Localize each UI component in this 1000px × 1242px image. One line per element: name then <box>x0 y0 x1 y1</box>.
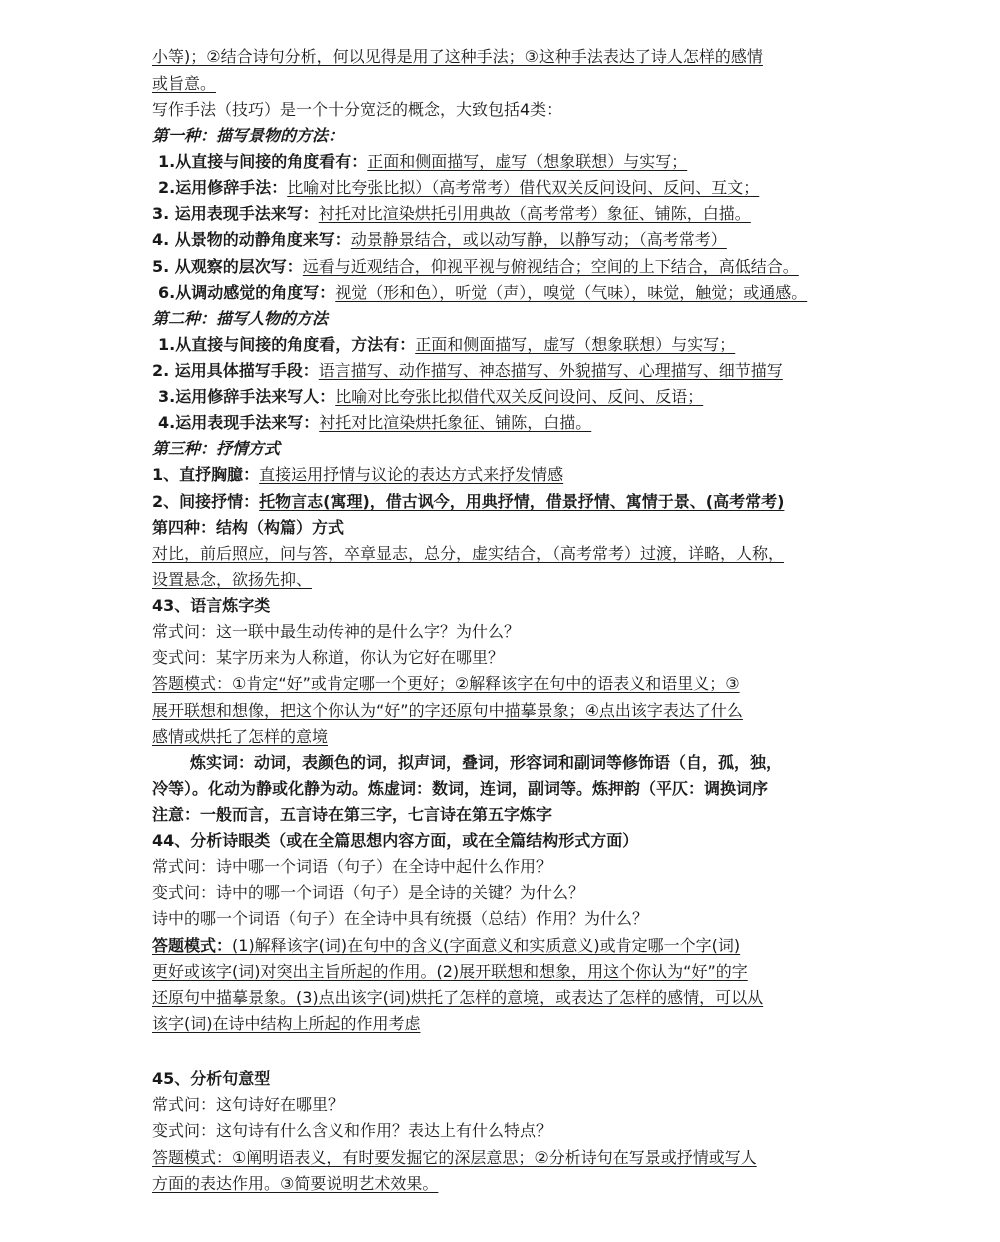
line-text: 视觉（形和色），听觉（声），嗅觉（气味），味觉，触觉；或通感。 <box>335 283 808 302</box>
text-line <box>152 1013 421 1035</box>
heading-text: 44、分析诗眼类（或在全篇思想内容方面，或在全篇结构形式方面） <box>152 831 639 850</box>
line-text: 对比，前后照应，问与答，卒章显志，总分，虚实结合，（高考常考）过渡，详略，人称， <box>152 544 785 563</box>
line-text: 小等)；②结合诗句分析，何以见得是用了这种手法；③这种手法表达了诗人怎样的感情 <box>152 47 763 66</box>
text-line <box>152 569 312 591</box>
line-text: 答题模式：①阐明语表义，有时要发掘它的深层意思；②分析诗句在写景或抒情或写人 <box>152 1148 757 1167</box>
text-line <box>158 412 591 434</box>
line-text: 常式问：这句诗好在哪里？ <box>152 1095 345 1114</box>
line-text: 冷等）。化动为静或化静为动。炼虚词：数词，连词，副词等。炼押韵（平仄：调换词序 <box>152 779 769 798</box>
text-line <box>152 1173 438 1195</box>
line-text: 比喻对比夸张比拟借代双关反问设问、反问、反语； <box>335 387 704 406</box>
line-label: 1.从直接与间接的角度看，方法有： <box>158 335 416 354</box>
line-text: 远看与近观结合，仰视平视与俯视结合；空间的上下结合，高低结合。 <box>302 257 799 276</box>
text-line <box>152 256 799 278</box>
section-heading <box>152 125 344 147</box>
section-heading <box>152 438 280 460</box>
heading-text: 第四种：结构（构篇）方式 <box>152 518 345 537</box>
section-heading <box>152 517 344 539</box>
section-heading <box>152 308 328 330</box>
section-heading <box>152 830 638 852</box>
text-line <box>152 673 740 695</box>
text-line <box>152 908 648 930</box>
text-line <box>152 1094 344 1116</box>
line-text: 动景静景结合，或以动写静，以静写动；（高考常考） <box>350 230 727 249</box>
line-text: 比喻对比夸张比拟）（高考常考）借代双关反问设问、反问、互文； <box>287 178 760 197</box>
text-line <box>152 961 748 983</box>
line-label: 1.从直接与间接的角度看有： <box>158 152 368 171</box>
section-heading <box>152 1068 270 1090</box>
text-line <box>152 778 768 800</box>
text-line <box>158 151 687 173</box>
text-line <box>152 543 784 565</box>
line-text: 衬托对比渲染烘托象征、铺陈，白描。 <box>319 413 592 432</box>
text-line <box>190 752 782 774</box>
line-text: 或旨意。 <box>152 74 217 93</box>
heading-text: 第二种：描写人物的方法 <box>152 309 329 328</box>
text-line <box>152 647 504 669</box>
text-line <box>152 360 783 382</box>
heading-text: 第一种：描写景物的方法： <box>152 126 345 145</box>
line-label: 4. 从景物的动静角度来写： <box>152 230 351 249</box>
text-line <box>152 491 784 513</box>
text-line <box>152 804 552 826</box>
text-line <box>152 856 552 878</box>
line-label: 3. 运用表现手法来写： <box>152 204 319 223</box>
line-text: 展开联想和想像，把这个你认为“好”的字还原句中描摹景象；④点出该字表达了什么 <box>152 701 743 720</box>
text-line <box>152 46 763 68</box>
line-text: 变式问：诗中的哪一个词语（句子）是全诗的关键？为什么？ <box>152 883 585 902</box>
text-line <box>152 882 584 904</box>
line-label: 5. 从观察的层次写： <box>152 257 303 276</box>
text-line <box>152 987 763 1009</box>
text-line <box>152 700 743 722</box>
line-text: 写作手法（技巧）是一个十分宽泛的概念，大致包括4类： <box>152 100 563 119</box>
line-label: 2. 运用具体描写手段： <box>152 361 319 380</box>
text-line <box>152 1120 552 1142</box>
line-text: 直接运用抒情与议论的表达方式来抒发情感 <box>259 465 564 484</box>
line-text: 该字(词)在诗中结构上所起的作用考虑 <box>152 1014 421 1033</box>
line-text: 更好或该字(词)对突出主旨所起的作用。(2)展开联想和想象，用这个你认为“好”的字 <box>152 962 748 981</box>
text-line <box>152 229 727 251</box>
line-text: 炼实词：动词，表颜色的词，拟声词，叠词，形容词和副词等修饰语（自，孤，独， <box>190 753 783 772</box>
line-text: 常式问：这一联中最生动传神的是什么字？为什么？ <box>152 622 521 641</box>
text-line <box>158 334 735 356</box>
line-text: 托物言志(寓理)，借古讽今，用典抒情，借景抒情、寓情于景、(高考常考) <box>259 492 785 511</box>
text-line <box>152 73 216 95</box>
heading-text: 45、分析句意型 <box>152 1069 271 1088</box>
line-text: 变式问：某字历来为人称道，你认为它好在哪里？ <box>152 648 505 667</box>
line-text: 正面和侧面描写，虚写（想象联想）与实写； <box>415 335 736 354</box>
text-line <box>158 282 807 304</box>
text-line <box>152 1147 757 1169</box>
line-text: 语言描写、动作描写、神态描写、外貌描写、心理描写、细节描写 <box>318 361 783 380</box>
line-text: 方面的表达作用。③简要说明艺术效果。 <box>152 1174 439 1193</box>
line-text: 变式问：这句诗有什么含义和作用？表达上有什么特点？ <box>152 1121 553 1140</box>
text-line <box>152 203 751 225</box>
text-line <box>158 386 703 408</box>
line-label: 2.运用修辞手法： <box>158 178 288 197</box>
line-label: 2、间接抒情： <box>152 492 260 511</box>
text-line <box>152 99 562 121</box>
text-line <box>152 464 563 486</box>
line-label: 4.运用表现手法来写： <box>158 413 320 432</box>
line-text: 诗中的哪一个词语（句子）在全诗中具有统摄（总结）作用？为什么？ <box>152 909 649 928</box>
text-line <box>152 726 328 748</box>
line-text: 设置悬念，欲扬先抑、 <box>152 570 313 589</box>
text-line <box>152 621 520 643</box>
section-heading <box>152 595 270 617</box>
heading-text: 第三种：抒情方式 <box>152 439 281 458</box>
text-line <box>158 177 759 199</box>
line-text: 注意：一般而言，五言诗在第三字，七言诗在第五字炼字 <box>152 805 553 824</box>
line-text: 感情或烘托了怎样的意境 <box>152 727 329 746</box>
line-text: (1)解释该字(词)在句中的含义(字面意义和实质意义)或肯定哪一个字(词) <box>232 936 741 955</box>
text-line <box>152 935 740 957</box>
line-text: 常式问：诗中哪一个词语（句子）在全诗中起什么作用？ <box>152 857 553 876</box>
line-text: 衬托对比渲染烘托引用典故（高考常考）象征、铺陈，白描。 <box>318 204 751 223</box>
line-text: 答题模式：①肯定“好”或肯定哪一个更好；②解释该字在句中的语表义和语里义；③ <box>152 674 740 693</box>
line-text: 正面和侧面描写，虚写（想象联想）与实写； <box>367 152 688 171</box>
line-label: 1、直抒胸臆： <box>152 465 260 484</box>
line-label: 3.运用修辞手法来写人： <box>158 387 336 406</box>
line-text: 还原句中描摹景象。(3)点出该字(词)烘托了怎样的意境，或表达了怎样的感情，可以从 <box>152 988 764 1007</box>
line-label: 答题模式： <box>152 936 233 955</box>
line-label: 6.从调动感觉的角度写： <box>158 283 336 302</box>
heading-text: 43、语言炼字类 <box>152 596 271 615</box>
